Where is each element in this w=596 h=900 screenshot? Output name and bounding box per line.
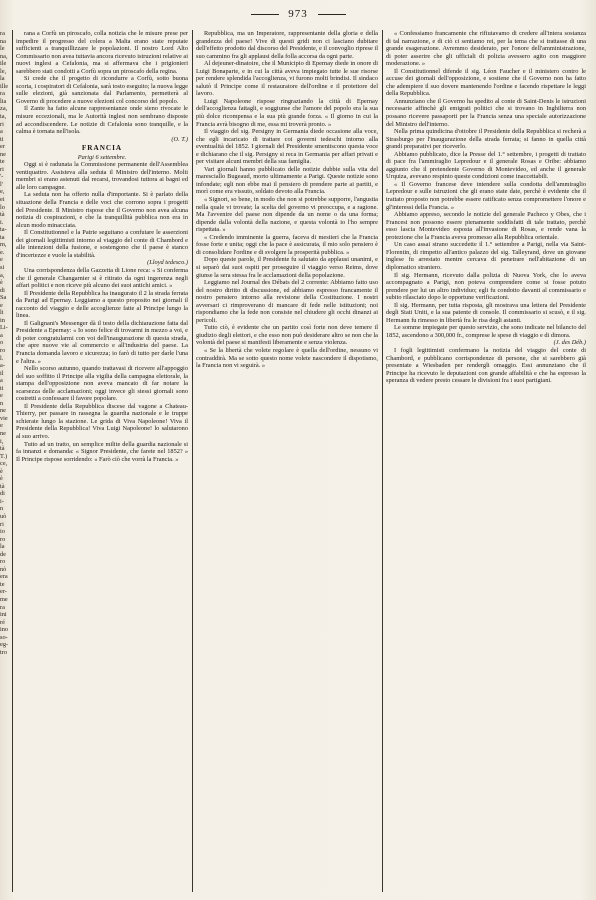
edge-fragment: ti xyxy=(0,135,4,143)
edge-fragment: il xyxy=(0,369,4,377)
article-paragraph: Il Presidente della Repubblica ha inaugurato il 2 la strada ferrata da Parigi ad Epernay. Leggiamo a questo proposito nei giornali il racconto del viaggio e delle accoglienze fatte al Principe lungo la linea. xyxy=(16,289,188,320)
edge-fragment: ré xyxy=(0,618,5,626)
article-paragraph: Il sig. Hermann, per tutta risposta, gli mostrava una lettera del Presidente degli Stati Uniti, e la sua patente di console. Il commissario si scusò, e il sig. Hermann fu rimesso in libertà fra le risa degli astanti. xyxy=(386,301,586,324)
edge-fragment: a xyxy=(0,128,3,136)
article-paragraph: Una corrispondenza della Gazzetta di Lione reca: « Si conferma che il generale Changarnier si è ritirato da ogni ingerenza negli affari politici e non riceve più alcuno dei suoi antichi amici. » xyxy=(16,266,188,290)
edge-fragment: le xyxy=(0,45,5,53)
edge-fragment: a, xyxy=(0,271,5,279)
page-number: 973 xyxy=(288,8,308,20)
edge-fragment: ta- xyxy=(0,226,7,234)
section-heading: FRANCIA xyxy=(81,144,123,153)
edge-fragment: la xyxy=(0,543,5,551)
edge-fragment: T.) xyxy=(0,452,8,460)
edge-fragment: ne xyxy=(0,150,6,158)
article-paragraph: Il Constitutionnel difende il sig. Léon Faucher e il ministero contro le accuse dei giornali dell'opposizione, e sostiene che il Governo non ha fatto che adempiere il suo dovere mantenendo l'ordine e facendo rispettare le leggi della Repubblica. xyxy=(386,67,586,98)
edge-fragment: ile xyxy=(0,60,7,68)
edge-fragment: li xyxy=(0,309,4,317)
edge-fragment: e, xyxy=(0,188,5,196)
article-paragraph: Abbiamo pubblicato, dice la Presse del 1.° settembre, i progetti di trattato di pace fra l'ammiraglio Lepredour e il generale Rosas e Oribe: abbiamo aggiunto che il pretendente Governo di Montevideo, ed anche il generale Urquiza, avevano respinto queste condizioni come inaccettabili. xyxy=(386,150,586,181)
page-header xyxy=(0,8,596,26)
header-rule-right xyxy=(318,14,346,15)
edge-fragment: ra xyxy=(0,603,5,611)
edge-fragment: ro xyxy=(0,346,6,354)
edge-fragment: si xyxy=(0,263,5,271)
article-paragraph: Dopo queste parole, il Presidente fu salutato da applausi unanimi, e si separò dai suoi ospiti per proseguire il viaggio verso Reims, dove giunse la sera stessa fra le acclamazioni della popolazione. xyxy=(196,256,378,279)
edge-fragment: a xyxy=(0,331,3,339)
edge-fragment: di xyxy=(0,490,5,498)
article-paragraph: Il Constitutionnel e la Patrie seguitano a confutare le asserzioni dei giornali legittimisti intorno al viaggio del conte di Chambord e alle intenzioni della fusione, e sostengono che il paese è stanco d'incertezze e vuole la stabilità. xyxy=(16,229,188,259)
article-paragraph: Al dejeuner-dinatoire, che il Municipio di Epernay diede in onore di Luigi Bonaparte, e in cui la città aveva impiegato tutte le sue risorse per rendere splendida l'accoglienza, vi furono molti brindisi. Il sindaco salutò il Principe come il restauratore dell'ordine e il protettore del lavoro. xyxy=(196,60,378,98)
edge-fragment: le, xyxy=(0,67,7,75)
edge-fragment: ta xyxy=(0,233,5,241)
column-rule-1 xyxy=(12,30,13,892)
edge-fragment: o xyxy=(0,339,4,347)
article-paragraph: Le somme impiegate per questo servizio, che sono indicate nel bilancio del 1852, ascendono a 300,000 fr., comprese le spese di viaggio e di dimora. xyxy=(386,324,586,339)
edge-fragment: ei xyxy=(0,196,5,204)
edge-fragment: tà xyxy=(0,482,5,490)
article-paragraph: Il Zante ha fatto alcune rappresentanze onde sieno rivocate le misure eccezionali, ma le Autorità inglesi non sembrano disposte ad accondiscendere. Le notizie di Cefalonia sono tranquille, e la calma è tornata nell'isola. xyxy=(16,105,188,136)
article-paragraph: Vari giornali hanno pubblicato delle notizie dubbie sulla vita del maresciallo Bugeaud, morto ultimamente a Parigi. Queste notizie sono infondate; egli non ebbe mai il pensiero di prendere parte ai partiti, e morì come era vissuto, soldato devoto alla Francia. xyxy=(196,165,378,196)
article-paragraph: « Se la libertà che volete regolare è quella dell'ordine, nessuno vi contraddirà. Ma se sotto questo nome volete nascondere il dispotismo, la Francia non vi seguirà. » xyxy=(196,346,378,370)
edge-fragment: ta, xyxy=(0,113,7,121)
source-attribution: (J. des Déb.) xyxy=(553,339,586,347)
edge-fragment: e xyxy=(0,422,3,430)
source-attribution: (Lloyd tedesco.) xyxy=(147,259,188,267)
edge-fragment: ro xyxy=(0,558,6,566)
edge-fragment: i- xyxy=(0,497,4,505)
article-paragraph: Si crede che il progetto di ricondurre a Corfù, sotto buona scorta, i cospiratori di Cefalonia, sarà tosto eseguito; la nuova legge sulle elezioni, già sanzionata dal Parlamento, permetterà al Governo di procedere a nuove elezioni col concorso del popolo. xyxy=(16,75,188,105)
article-paragraph: Tutto ciò, è evidente che un partito così forte non deve temere il giudizio degli elettori, e che esso non può desiderare altro se non che la volontà del paese si manifesti liberamente e senza violenza. xyxy=(196,324,378,347)
edge-fragment: io xyxy=(0,528,5,536)
article-paragraph: Il Presidente della Repubblica discese dal vagone a Chateau-Thierry, per passare in rassegna la guardia nazionale e le truppe schierate lungo la stazione. Le grida di Viva Napoleone! Viva il Presidente della Repubblica! Viva Luigi Napoleone! lo salutarono al suo arrivo. xyxy=(16,402,188,440)
edge-fragment: ri xyxy=(0,165,4,173)
edge-fragment: n xyxy=(0,399,4,407)
article-paragraph: Repubblica, ma un Imperatore, rappresentante della gloria e della grandezza del paese! Vive di questi gridi non ci lasciano dubitare dell'effetto prodotto dal discorso del Presidente, e il convoglio riprese il suo cammino fra gli applausi della folla accorsa da ogni parte. xyxy=(196,30,378,60)
edge-fragment: e xyxy=(0,301,3,309)
edge-fragment: de xyxy=(0,550,6,558)
article-paragraph: Annunziano che il Governo ha spedito al conte di Saint-Denis le istruzioni necessarie affinchè gli emigrati politici che si trovano in Inghilterra non possano ricevere passaporti per la Francia senza una speciale autorizzazione del Ministro dell'interno. xyxy=(386,97,586,128)
article-paragraph: « Signori, so bene, in modo che non si potrebbe supporre, l'angustia nella quale vi trovate; la scelta del governo vi preoccupa, e a ragione. Ma l'avvenire del paese non dipende da un nome o da una forma; dipende dalla volontà della nazione, e questa volontà io l'ho sempre rispettata. » xyxy=(196,196,378,234)
edge-fragment: vie xyxy=(0,414,8,422)
article-paragraph: « Confessiamo francamente che rifiutavamo di credere all'intera sostanza di tal narrazione, e di ciò ci sentiamo rei, per la tema che si trattasse di una grande esagerazione. Avremmo desiderato, per l'onore dell'amministrazione, di poter asserire che gli ufficiali di polizia avessero agito con maggiore moderazione. » xyxy=(386,30,586,68)
column-rule-2 xyxy=(192,30,193,892)
article-paragraph: Tutto ad un tratto, un semplice milite della guardia nazionale si fa innanzi e domanda: « Signor Presidente, che farete nel 1852? » Il Principe rispose sorridendo: « Farò ciò che vorrà la Francia. » xyxy=(16,440,188,463)
article-paragraph: Nello scorso autunno, quando trattavasi di ricevere all'appoggio del suo soffitto il Principe alla vigilia della campagna elettorale, la stampa dell'opposizione non aveva mancato di far notare la scarsezza delle acclamazioni; oggi invece gli stessi giornali sono costretti a confessare il favore popolare. xyxy=(16,365,188,403)
edge-fragment: a xyxy=(0,377,3,385)
edge-fragment: ri xyxy=(0,520,4,528)
edge-fragment: er- xyxy=(0,588,7,596)
edge-fragment: lia xyxy=(0,97,7,105)
column-rule-3 xyxy=(382,30,383,892)
edge-fragment: e. xyxy=(0,248,5,256)
edge-fragment: za, xyxy=(0,105,8,113)
article-paragraph: Luigi Napoleone rispose ringraziando la città di Epernay dell'accoglienza fattagli, e soggiunse che l'amore del popolo era la sua più dolce ricompensa e la sua più grande forza. « Il giorno in cui la Francia avrà bisogno di me, essa mi troverà pronto. » xyxy=(196,97,378,128)
edge-fragment: tà xyxy=(0,445,5,453)
article-paragraph: I fogli legittimisti confermano la notizia del viaggio del conte di Chambord, e pubblicano corrispondenze di persone, che si sarebbero già presentate a Wiesbaden per rendergli omaggio. Essi annunziano che il Principe ha ricevuto le deputazioni con grande affabilità e che ha espresso la speranza di vedere presto cessare le divisioni fra i suoi partigiani. xyxy=(386,346,586,385)
edge-fragment: Sa xyxy=(0,294,7,302)
edge-fragment: n xyxy=(0,505,4,513)
edge-fragment: ra xyxy=(0,30,5,37)
edge-fragment: na, xyxy=(0,52,8,60)
edge-fragment: ille xyxy=(0,82,9,90)
edge-fragment: ne xyxy=(0,407,6,415)
edge-fragment: ini xyxy=(0,611,7,619)
article-paragraph: « Il Governo francese deve intendere sulla condotta dell'ammiraglio Lepredour e sulle istruzioni che gli erano state date, perchè è evidente che il trattato proposto non potrebbe essere ratificato senza compromettere l'onore e gl'interessi della Francia. » xyxy=(386,180,586,211)
edge-fragment: ino xyxy=(0,626,9,634)
cropped-left-column-fragments xyxy=(0,30,12,892)
edge-fragment: ro xyxy=(0,535,6,543)
column-3 xyxy=(386,30,586,892)
article-paragraph: Un caso assai strano succedette il 1.° settembre a Parigi, nella via Saint-Florentin, di rimpetto all'antico palazzo del sig. Talleyrand, dove un giovane inglese fu arrestato mentre cercava di penetrare nell'abitazione di un diplomatico straniero. xyxy=(386,241,586,271)
edge-fragment: tro xyxy=(0,648,8,656)
edge-fragment: so- xyxy=(0,633,8,641)
edge-fragment: me xyxy=(0,596,8,604)
edge-fragment: uò xyxy=(0,513,7,520)
edge-fragment: l' xyxy=(0,180,3,188)
edge-fragment: ra xyxy=(0,90,5,98)
edge-fragment: nò xyxy=(0,565,7,573)
article-paragraph: « Credendo imminente la guerra, faceva di mestieri che la Francia fosse forte e unita; oggi che la pace è assicurata, il mio solo pensiero è di consolidare l'ordine e di svolgere la prosperità pubblica. » xyxy=(196,233,378,256)
article-paragraph: Oggi si è radunata la Commissione permanente dell'Assemblea ventiquattro. Assisteva alla seduta il Ministro dell'interno. Molti membri si erano astenuti dal recarsi, trovandosi tuttora ai bagni ed alle loro campagne. xyxy=(16,161,188,191)
source-attribution: (O. T.) xyxy=(171,135,188,143)
edge-fragment: te xyxy=(0,580,5,588)
edge-fragment: na xyxy=(0,37,6,45)
edge-fragment: era xyxy=(0,573,8,581)
article-paragraph: Nella prima quindicina d'ottobre il Presidente della Repubblica si recherà a Strasburgo per l'inaugurazione della strada ferrata; si fanno in quella città grandi preparativi per riceverlo. xyxy=(386,128,586,151)
column-1 xyxy=(16,30,188,892)
article-paragraph: La seduta non ha offerto nulla d'importante. Si è parlato della situazione della Francia e delle voci che corrono sopra i progetti del Presidente. Il Ministro rispose che il Governo non avea alcuna notizia di cospirazioni, e che la tranquillità pubblica non era in alcun modo minacciata. xyxy=(16,191,188,229)
edge-fragment: e xyxy=(0,256,3,264)
edge-fragment: i. xyxy=(0,218,4,226)
edge-fragment: ce, xyxy=(0,460,8,468)
article-paragraph: Il Galignani's Messenger dà il testo della dichiarazione fatta dal Presidente a Epernay: « Io sono felice di trovarmi in mezzo a voi, e di poter congratularmi con voi dell'inaugurazione di questa strada, che apre nuove vie al commercio e all'industria del paese. La Francia domanda lavoro e sicurezza; io farò di tutto per darle l'una e l'altra. » xyxy=(16,319,188,365)
edge-fragment: è xyxy=(0,475,3,483)
edge-fragment: m, xyxy=(0,241,7,249)
dateline: Parigi 6 settembre. xyxy=(77,153,127,161)
edge-fragment: è xyxy=(0,279,3,287)
article-paragraph: Abbiamo appreso, secondo le notizie del generale Pacheco y Obes, che i Francesi non possono essere pienamente soddisfatti di tale trattato, perchè esso lascia Montevideo esposta all'invasione di Rosas, e rende vana la protezione che la Francia aveva promesso alla Repubblica orientale. xyxy=(386,211,586,241)
edge-fragment: in xyxy=(0,316,5,324)
edge-fragment: è xyxy=(0,467,3,475)
edge-fragment: ti xyxy=(0,384,4,392)
edge-fragment: te xyxy=(0,158,5,166)
article-paragraph: Il viaggio del sig. Persigny in Germania diede occasione alla voce, che egli incaricato di trattare coi governi tedeschi intorno alla eventualità del 1852. I giornali del Presidente smentiscono questa voce e dichiarano che il sig. Persigny si reca in Germania per affari privati e per visitare alcuni membri della sua famiglia. xyxy=(196,128,378,166)
edge-fragment: '- xyxy=(0,173,4,181)
edge-fragment: er xyxy=(0,143,5,151)
edge-fragment: tà xyxy=(0,211,5,219)
edge-fragment: ri xyxy=(0,120,4,128)
edge-fragment: Li- xyxy=(0,324,8,332)
edge-fragment: l. xyxy=(0,354,4,362)
article-paragraph: rana a Corfù un piroscafo, colla notizia che le misure prese per impedire il progresso del colera a Malta erano state reputate sufficienti a tranquillizzare le popolazioni. Il nostro Lord Alto Commissario non avea tuttavia ancora ricevuto istruzioni relative ai nuovi inglesi a Cefalonia, ma si affermava che i prigionieri sarebbero stati condotti a Corfù sopra un piroscafo della regina. xyxy=(16,30,188,75)
edge-fragment: di xyxy=(0,286,5,294)
edge-fragment: lo xyxy=(0,203,5,211)
article-paragraph: Leggiamo nel Journal des Débats del 2 corrente: Abbiamo fatto uso del nostro diritto di discussione, ed abbiamo espresso francamente il nostro pensiero intorno alla revisione della Costituzione. I nostri avversari ci rimproverano di mancare di fede nelle istituzioni; noi rispondiamo che la fede non consiste nel chiudere gli occhi dinanzi ai pericoli. xyxy=(196,279,378,324)
header-rule-left xyxy=(251,14,279,15)
article-paragraph: Il sig. Hermann, ricevuto dalla polizia di Nuova York, che lo aveva accompagnato a Parigi, non poteva comprendere come si fosse potuto prendere per lui un altro individuo; egli fu condotto davanti al commissario e subito rilasciato dopo le opportune verificazioni. xyxy=(386,271,586,302)
column-2 xyxy=(196,30,378,892)
edge-fragment: ne xyxy=(0,429,6,437)
edge-fragment: a- xyxy=(0,362,5,370)
edge-fragment: i, xyxy=(0,437,4,445)
edge-fragment: eg- xyxy=(0,641,9,649)
edge-fragment: e xyxy=(0,392,3,400)
edge-fragment: la xyxy=(0,75,5,83)
